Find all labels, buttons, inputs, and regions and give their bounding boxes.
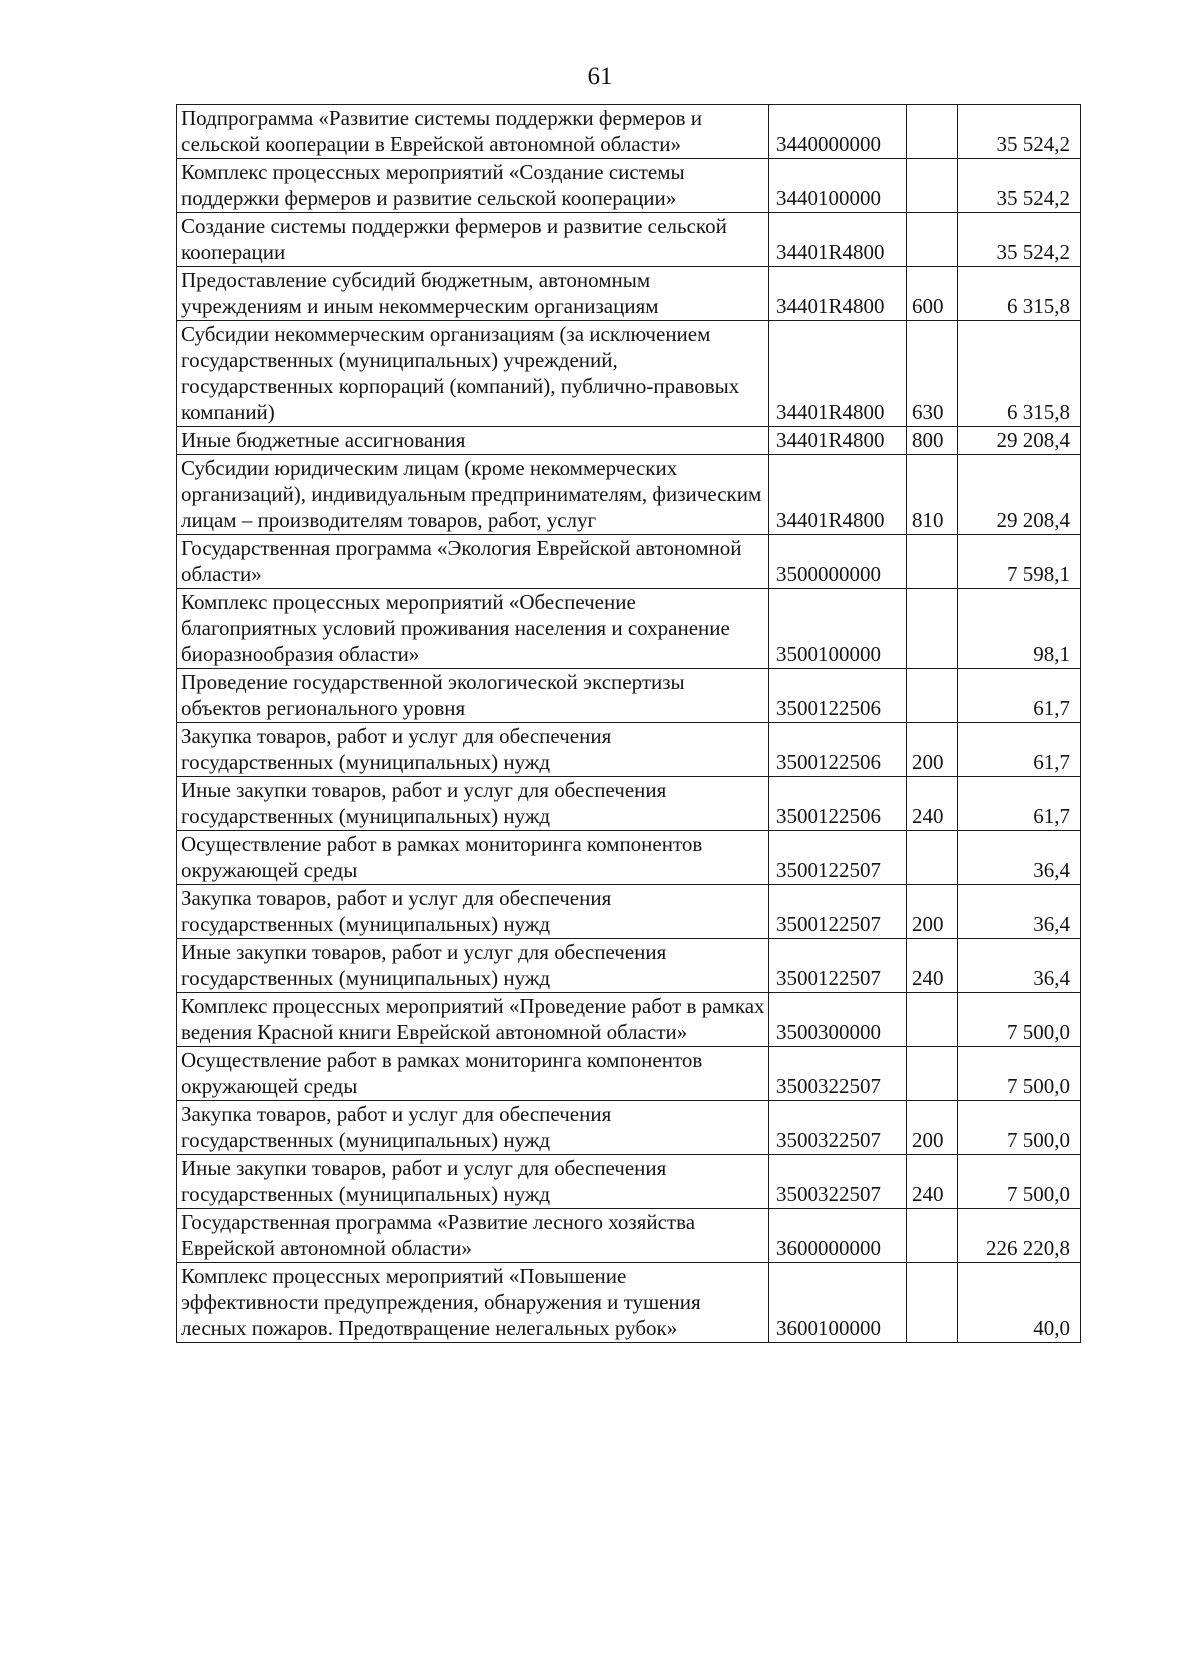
table-row xyxy=(177,885,1081,939)
row-amount-cell: 7 500,0 xyxy=(958,1155,1081,1209)
table-row xyxy=(177,535,1081,589)
row-amount-cell: 7 598,1 xyxy=(958,535,1081,589)
row-type-cell: 630 xyxy=(907,321,958,427)
row-name-cell: Иные бюджетные ассигнования xyxy=(177,427,769,455)
row-code-cell: 3600100000 xyxy=(769,1263,907,1343)
row-type-cell xyxy=(907,831,958,885)
row-type-cell: 600 xyxy=(907,267,958,321)
row-amount-cell: 36,4 xyxy=(958,831,1081,885)
row-type-cell xyxy=(907,535,958,589)
row-type-cell xyxy=(907,1047,958,1101)
table-row xyxy=(177,1047,1081,1101)
row-code-cell: 3500122506 xyxy=(769,777,907,831)
row-amount-cell: 36,4 xyxy=(958,885,1081,939)
row-name-cell: Подпрограмма «Развитие системы поддержки фермеров и сельской кооперации в Еврейской автономной области» xyxy=(177,105,769,159)
table-row xyxy=(177,213,1081,267)
table-row xyxy=(177,267,1081,321)
table-row xyxy=(177,939,1081,993)
row-amount-cell: 40,0 xyxy=(958,1263,1081,1343)
row-code-cell: 34401R4800 xyxy=(769,213,907,267)
table-row xyxy=(177,1263,1081,1343)
row-name-cell: Комплекс процессных мероприятий «Создание системы поддержки фермеров и развитие сельской кооперации» xyxy=(177,159,769,213)
row-type-cell: 240 xyxy=(907,777,958,831)
row-amount-cell: 7 500,0 xyxy=(958,1101,1081,1155)
row-name-cell: Закупка товаров, работ и услуг для обеспечения государственных (муниципальных) нужд xyxy=(177,1101,769,1155)
page-number: 61 xyxy=(587,63,613,90)
row-code-cell: 3500122506 xyxy=(769,669,907,723)
table-row xyxy=(177,105,1081,159)
row-type-cell xyxy=(907,589,958,669)
table-row xyxy=(177,589,1081,669)
row-name-cell: Комплекс процессных мероприятий «Обеспечение благоприятных условий проживания населения и сохранение биоразнообразия области» xyxy=(177,589,769,669)
table-row xyxy=(177,427,1081,455)
row-code-cell: 3600000000 xyxy=(769,1209,907,1263)
row-name-cell: Предоставление субсидий бюджетным, автономным учреждениям и иным некоммерческим организациям xyxy=(177,267,769,321)
row-name-cell: Иные закупки товаров, работ и услуг для обеспечения государственных (муниципальных) нужд xyxy=(177,1155,769,1209)
row-name-cell: Иные закупки товаров, работ и услуг для обеспечения государственных (муниципальных) нужд xyxy=(177,777,769,831)
row-name-cell: Комплекс процессных мероприятий «Повышение эффективности предупреждения, обнаружения и тушения лесных пожаров. Предотвращение нелегальных рубок» xyxy=(177,1263,769,1343)
row-code-cell: 3500122506 xyxy=(769,723,907,777)
row-type-cell: 200 xyxy=(907,723,958,777)
row-amount-cell: 61,7 xyxy=(958,777,1081,831)
row-name-cell: Субсидии юридическим лицам (кроме некоммерческих организаций), индивидуальным предпринимателям, физическим лицам – производителям товаров, работ, услуг xyxy=(177,455,769,535)
row-name-cell: Субсидии некоммерческим организациям (за исключением государственных (муниципальных) учреждений, государственных корпораций (компаний), публично-правовых компаний) xyxy=(177,321,769,427)
row-code-cell: 3500322507 xyxy=(769,1101,907,1155)
row-amount-cell: 226 220,8 xyxy=(958,1209,1081,1263)
row-code-cell: 3500122507 xyxy=(769,831,907,885)
row-amount-cell: 61,7 xyxy=(958,669,1081,723)
row-amount-cell: 35 524,2 xyxy=(958,105,1081,159)
budget-table-body xyxy=(177,105,1081,1343)
row-code-cell: 3500300000 xyxy=(769,993,907,1047)
row-amount-cell: 98,1 xyxy=(958,589,1081,669)
row-code-cell: 34401R4800 xyxy=(769,427,907,455)
row-name-cell: Осуществление работ в рамках мониторинга компонентов окружающей среды xyxy=(177,831,769,885)
row-type-cell xyxy=(907,1263,958,1343)
row-type-cell: 240 xyxy=(907,939,958,993)
row-amount-cell: 35 524,2 xyxy=(958,159,1081,213)
row-type-cell: 200 xyxy=(907,1101,958,1155)
row-code-cell: 34401R4800 xyxy=(769,455,907,535)
row-type-cell: 200 xyxy=(907,885,958,939)
row-type-cell xyxy=(907,1209,958,1263)
row-amount-cell: 29 208,4 xyxy=(958,455,1081,535)
row-type-cell: 800 xyxy=(907,427,958,455)
row-amount-cell: 6 315,8 xyxy=(958,267,1081,321)
row-type-cell: 240 xyxy=(907,1155,958,1209)
row-code-cell: 34401R4800 xyxy=(769,321,907,427)
row-name-cell: Проведение государственной экологической экспертизы объектов регионального уровня xyxy=(177,669,769,723)
row-type-cell xyxy=(907,105,958,159)
row-code-cell: 3440000000 xyxy=(769,105,907,159)
row-name-cell: Государственная программа «Развитие лесного хозяйства Еврейской автономной области» xyxy=(177,1209,769,1263)
table-row xyxy=(177,159,1081,213)
row-amount-cell: 35 524,2 xyxy=(958,213,1081,267)
row-code-cell: 3500122507 xyxy=(769,885,907,939)
row-type-cell xyxy=(907,213,958,267)
row-type-cell xyxy=(907,993,958,1047)
table-row xyxy=(177,831,1081,885)
row-name-cell: Закупка товаров, работ и услуг для обеспечения государственных (муниципальных) нужд xyxy=(177,885,769,939)
row-code-cell: 3500000000 xyxy=(769,535,907,589)
row-amount-cell: 36,4 xyxy=(958,939,1081,993)
row-type-cell xyxy=(907,669,958,723)
row-code-cell: 3500122507 xyxy=(769,939,907,993)
table-row xyxy=(177,1155,1081,1209)
row-amount-cell: 6 315,8 xyxy=(958,321,1081,427)
budget-table xyxy=(176,104,1081,1343)
table-row xyxy=(177,321,1081,427)
row-amount-cell: 61,7 xyxy=(958,723,1081,777)
row-code-cell: 3500100000 xyxy=(769,589,907,669)
row-code-cell: 3440100000 xyxy=(769,159,907,213)
row-name-cell: Осуществление работ в рамках мониторинга компонентов окружающей среды xyxy=(177,1047,769,1101)
table-row xyxy=(177,669,1081,723)
row-type-cell: 810 xyxy=(907,455,958,535)
row-type-cell xyxy=(907,159,958,213)
row-name-cell: Комплекс процессных мероприятий «Проведение работ в рамках ведения Красной книги Еврейской автономной области» xyxy=(177,993,769,1047)
row-code-cell: 3500322507 xyxy=(769,1047,907,1101)
table-row xyxy=(177,777,1081,831)
table-row xyxy=(177,723,1081,777)
row-name-cell: Государственная программа «Экология Еврейской автономной области» xyxy=(177,535,769,589)
table-row xyxy=(177,993,1081,1047)
row-amount-cell: 7 500,0 xyxy=(958,993,1081,1047)
table-row xyxy=(177,1101,1081,1155)
row-name-cell: Иные закупки товаров, работ и услуг для обеспечения государственных (муниципальных) нужд xyxy=(177,939,769,993)
row-amount-cell: 7 500,0 xyxy=(958,1047,1081,1101)
row-code-cell: 3500322507 xyxy=(769,1155,907,1209)
row-name-cell: Закупка товаров, работ и услуг для обеспечения государственных (муниципальных) нужд xyxy=(177,723,769,777)
row-amount-cell: 29 208,4 xyxy=(958,427,1081,455)
row-name-cell: Создание системы поддержки фермеров и развитие сельской кооперации xyxy=(177,213,769,267)
table-row xyxy=(177,455,1081,535)
table-row xyxy=(177,1209,1081,1263)
row-code-cell: 34401R4800 xyxy=(769,267,907,321)
